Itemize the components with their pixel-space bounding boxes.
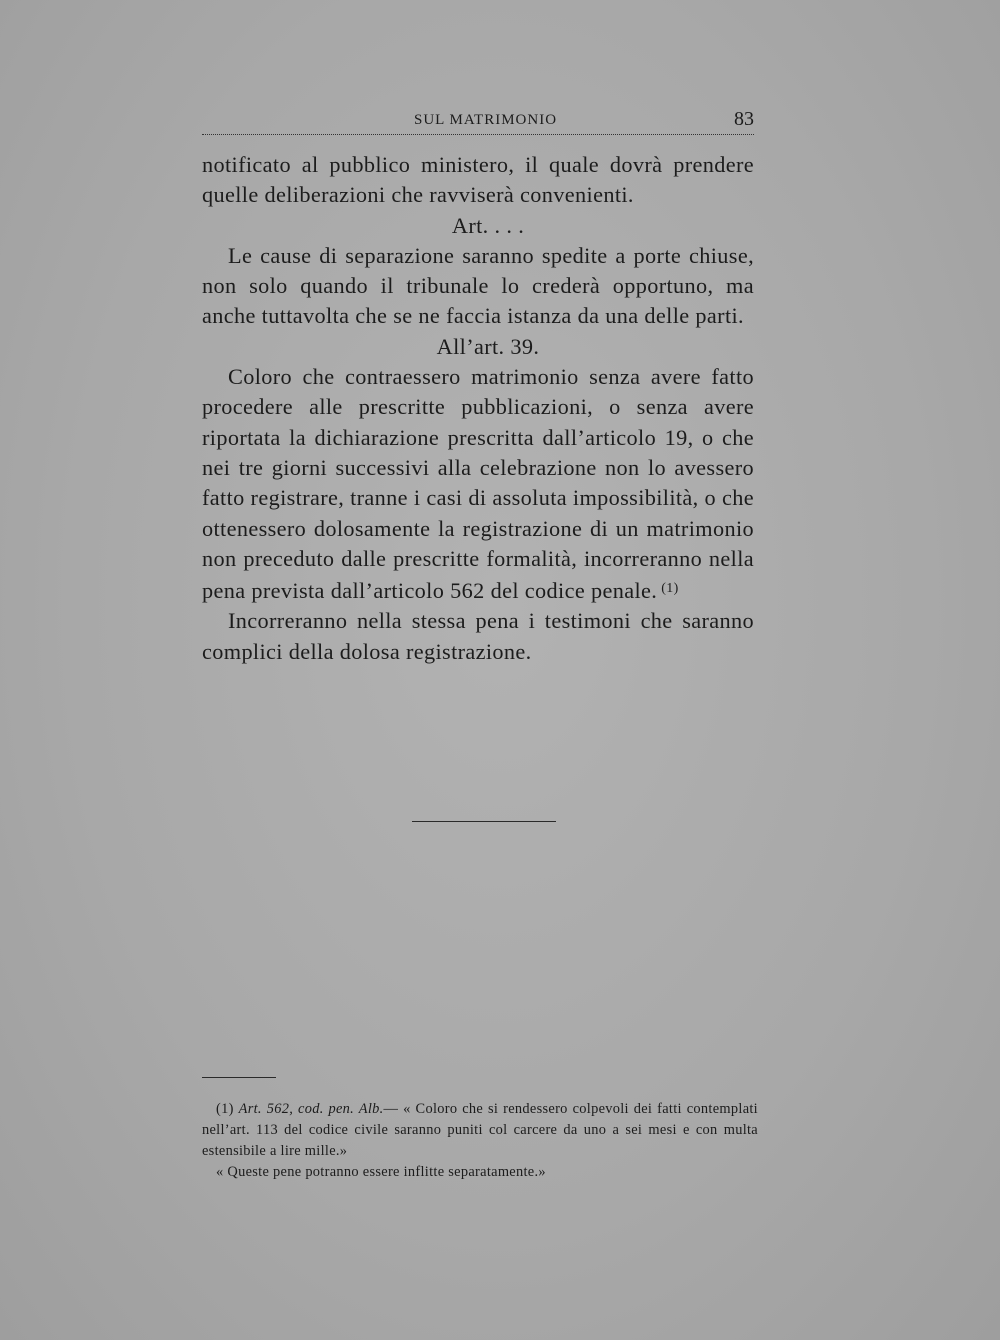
footnote-citation: Art. 562, cod. pen. Alb.: [238, 1101, 384, 1117]
article-heading: Art. . . .: [451, 212, 525, 238]
section-divider: [412, 821, 556, 822]
page-header: [202, 108, 754, 135]
paragraph-witnesses: Incorreranno nella stessa pena i testimoni che saranno complici della dolosa registrazione.: [202, 608, 754, 664]
paragraph-penalty-text: Coloro che contraessero matrimonio senza avere fatto procedere alle prescritte pubblicazioni, o senza avere riportata la dichiarazione prescritta dall’articolo 19, o che nei tre giorni successivi alla celebrazione non lo avessero fatto registrare, tranne i casi di assoluta impossibilità, o che ottenessero dolosamente la registrazione di un matrimonio non preceduto dalle prescritte formalità, incorreranno nella pena prevista dall’articolo 562 del codice penale.: [202, 364, 754, 604]
footnote-reference: (1): [661, 581, 679, 597]
footnote-dash: —: [383, 1101, 399, 1117]
footnote-first-paragraph: [202, 1099, 758, 1162]
paragraph-separation: Le cause di separazione saranno spedite a porte chiuse, non solo quando il tribunale lo crederà opportuno, ma anche tuttavolta che se ne faccia istanza da una delle parti.: [202, 242, 754, 329]
footnote-marker: (1): [216, 1101, 234, 1117]
page-number: 83: [734, 108, 754, 130]
running-title: SUL MATRIMONIO: [414, 112, 558, 128]
footnote-text-1: « Coloro che si rendessero colpevoli dei fatti contemplati nell’art. 113 del codice civile saranno puniti col carcere da uno a sei mesi e con multa estensibile a lire mille.»: [202, 1101, 758, 1159]
paragraph-penalty: [202, 362, 754, 606]
footnote-text-2: « Queste pene potranno essere inflitte separatamente.»: [216, 1164, 546, 1180]
paragraph-continuation: notificato al pubblico ministero, il quale dovrà prendere quelle deliberazioni che ravviserà convenienti.: [202, 152, 754, 208]
footnote-rule: [202, 1077, 276, 1078]
body-text: [202, 150, 754, 667]
article-heading-39: All’art. 39.: [436, 333, 540, 359]
footnote: [202, 1099, 758, 1183]
